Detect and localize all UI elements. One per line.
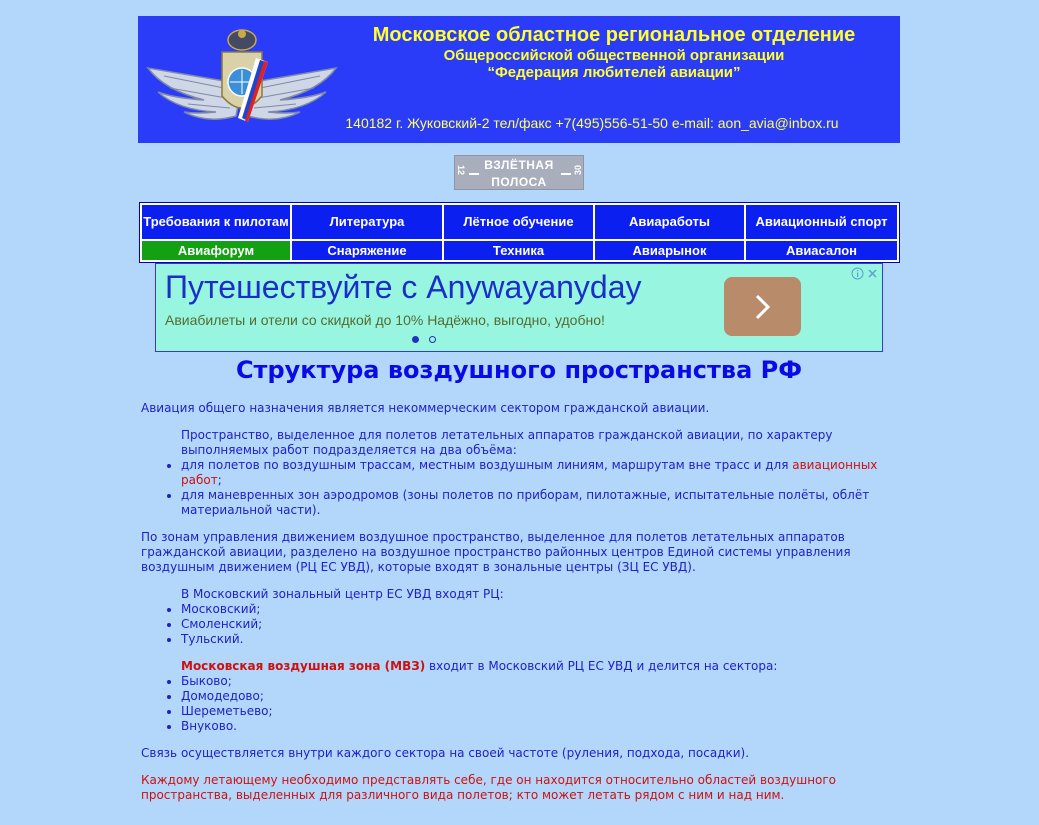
banner-organization: “Федерация любителей авиации” bbox=[487, 64, 741, 81]
runway-logo[interactable] bbox=[454, 155, 584, 190]
header-banner bbox=[138, 16, 900, 143]
ad-open-button[interactable] bbox=[724, 277, 801, 336]
banner-title: Московское областное региональное отделение bbox=[372, 24, 856, 46]
chevron-right-icon bbox=[752, 292, 774, 322]
ad-banner[interactable] bbox=[155, 263, 883, 352]
main-navigation bbox=[139, 202, 900, 263]
nav-item-pilot-requirements[interactable]: Требования к пилотам bbox=[142, 205, 290, 239]
banner-subtitle: Общероссийской общественной организации bbox=[443, 47, 785, 64]
list-item: • Внуково. bbox=[181, 719, 901, 734]
list-item: • Домодедово; bbox=[181, 689, 901, 704]
list-item-text: для полетов по воздушным трассам, местным воздушным линиям, маршрутам вне трасс и для bbox=[181, 458, 793, 472]
runway-word-2: ПОЛОСА bbox=[491, 175, 547, 189]
list-item: • для маневренных зон аэродромов (зоны полетов по приборам, пилотажные, испытательные полёты, облёт материальной части). bbox=[181, 488, 901, 518]
list-item: • Быково; bbox=[181, 674, 901, 689]
nav-item-aviamarket[interactable]: Авиарынок bbox=[595, 241, 744, 260]
paragraph-intro: Авиация общего назначения является некоммерческим сектором гражданской авиации. bbox=[141, 401, 710, 415]
list-item: • Смоленский; bbox=[181, 617, 901, 632]
mvz-text: входит в Московский РЦ ЕС УВД и делится на сектора: bbox=[425, 659, 778, 673]
paragraph-control-zones: По зонам управления движением воздушное пространство, выделенное для полетов летательных аппаратов гражданской авиации, разделено на воздушное пространство районных центров Единой системы управления воздушным движением (РЦ ЕС УВД), которые входят в зональные центры (ЗЦ ЕС УВД). bbox=[141, 530, 851, 574]
list-item bbox=[181, 458, 901, 488]
nav-item-aviasalon[interactable]: Авиасалон bbox=[746, 241, 897, 260]
banner-contacts: 140182 г. Жуковский-2 тел/факс +7(495)556-51-50 e-mail: aon_avia@inbox.ru bbox=[345, 115, 839, 131]
ad-headline[interactable]: Путешествуйте с Anywayanyday bbox=[165, 269, 642, 305]
list-item: • Московский; bbox=[181, 602, 901, 617]
ad-description[interactable]: Авиабилеты и отели со скидкой до 10% Надёжно, выгодно, удобно! bbox=[165, 312, 605, 328]
nav-item-literature[interactable]: Литература bbox=[292, 205, 442, 239]
ad-dot[interactable] bbox=[429, 336, 436, 343]
mvz-label: Московская воздушная зона (МВЗ) bbox=[181, 659, 426, 673]
runway-word-1: ВЗЛЁТНАЯ bbox=[484, 158, 554, 172]
list-item: • Шереметьево; bbox=[181, 704, 901, 719]
list-regional-centers bbox=[141, 602, 901, 647]
list-volumes bbox=[141, 458, 901, 518]
list-sectors bbox=[141, 674, 901, 734]
aviation-works-link[interactable]: авиационных работ bbox=[181, 458, 878, 487]
nav-item-flight-training[interactable]: Лётное обучение bbox=[444, 205, 593, 239]
nav-item-technics[interactable]: Техника bbox=[444, 241, 593, 260]
close-icon[interactable] bbox=[866, 265, 879, 278]
runway-right-number: 30 bbox=[572, 164, 583, 176]
info-icon[interactable] bbox=[851, 265, 864, 278]
article-content bbox=[141, 401, 901, 803]
page-title: Структура воздушного пространства РФ bbox=[235, 356, 803, 384]
runway-left-number: 12 bbox=[456, 164, 467, 176]
nav-item-aviation-works[interactable]: Авиаработы bbox=[595, 205, 744, 239]
ad-dot-active[interactable] bbox=[412, 336, 419, 343]
list-item: • Тульский. bbox=[181, 632, 901, 647]
paragraph-mvz bbox=[141, 659, 901, 674]
paragraph-moscow-zone: В Московский зональный центр ЕС УВД входят РЦ: bbox=[181, 587, 504, 601]
nav-item-equipment[interactable]: Снаряжение bbox=[292, 241, 442, 260]
paragraph-warning: Каждому летающему необходимо представлять себе, где он находится относительно областей воздушного пространства, выделенных для различного вида полетов; кто может летать рядом с ним и над ним. bbox=[141, 773, 837, 802]
nav-item-aviaforum[interactable]: Авиафорум bbox=[142, 241, 290, 260]
nav-item-aviation-sport[interactable]: Авиационный спорт bbox=[746, 205, 897, 239]
paragraph-communication: Связь осуществляется внутри каждого сектора на своей частоте (руления, подхода, посадки). bbox=[141, 746, 750, 760]
paragraph-space-volumes: Пространство, выделенное для полетов летательных аппаратов гражданской авиации, по характеру выполняемых работ подразделяется на два объёма: bbox=[181, 428, 833, 457]
list-item-punct: ; bbox=[217, 473, 222, 487]
ad-pagination bbox=[412, 336, 436, 343]
ad-controls bbox=[851, 265, 879, 278]
